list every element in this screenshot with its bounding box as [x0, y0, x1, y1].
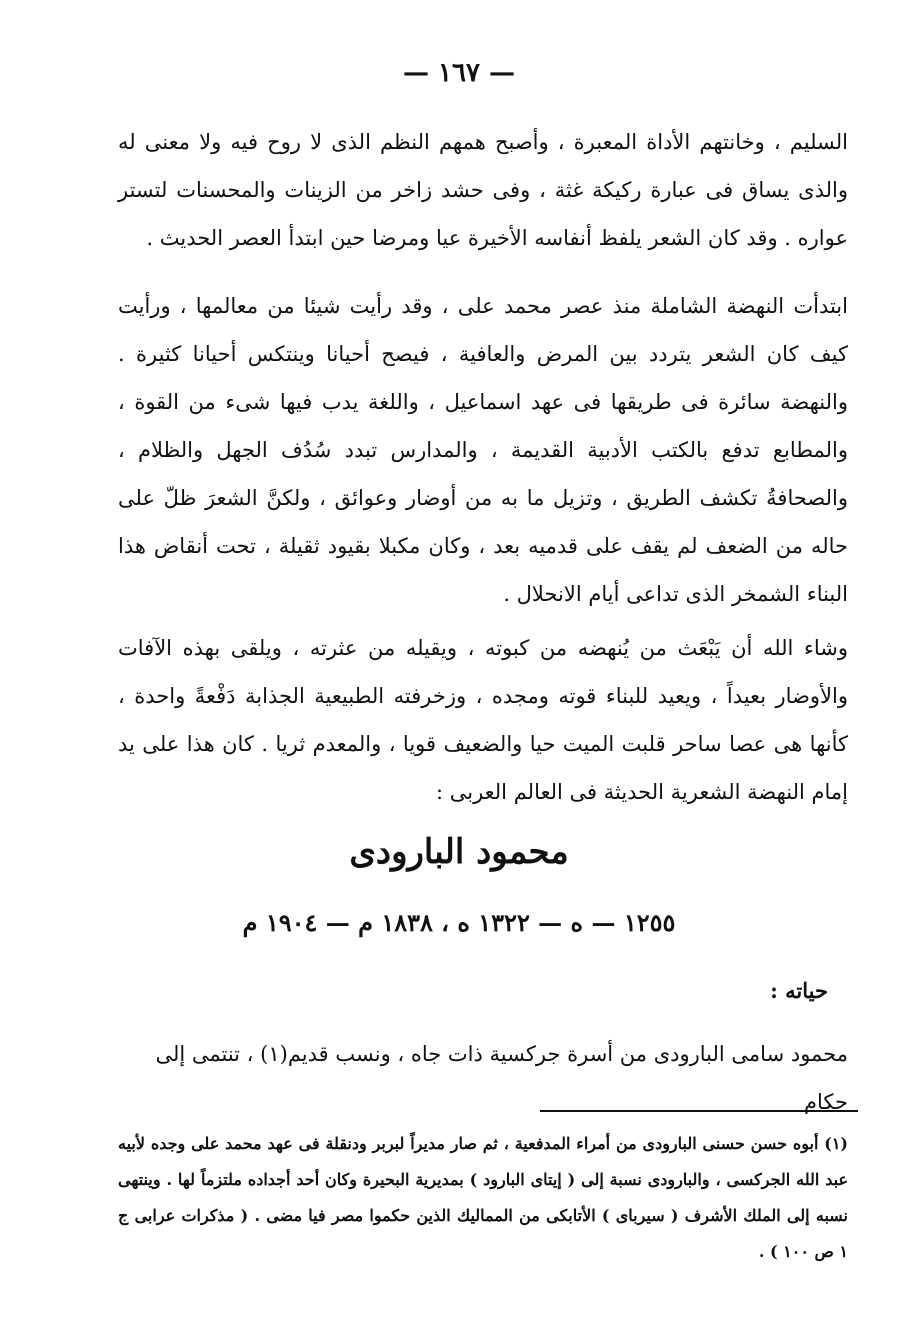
paragraph-3-text: وشاء الله أن يَبْعَث من يُنهضه من كبوته ، ويقيله من عثرته ، ويلقى بهذه الآفات والأوضار بعيداً ، ويعيد للبناء قوته ومجده ، وزخرفته الطبيعية الجذابة دَفْعةً واحدة ، كأنها هى عصا ساحر قلبت الميت حيا والضعيف قويا ، والمعدم ثريا . كان هذا على يد إمام النهضة الشعرية الحديثة فى العالم العربى :	[118, 636, 848, 804]
paragraph-2	[118, 282, 848, 618]
section-heading: محمود البارودى	[349, 832, 569, 872]
section-dates: ١٢٥٥ — ه — ١٣٢٢ ه ، ١٨٣٨ م — ١٩٠٤ م	[242, 908, 676, 937]
footnote-divider	[540, 1110, 858, 1112]
paragraph-1-text: السليم ، وخانتهم الأداة المعبرة ، وأصبح همهم النظم الذى لا روح فيه ولا معنى له والذى يساق فى عبارة ركيكة غثة ، وفى حشد زاخر من الزينات والمحسنات لتستر عواره . وقد كان الشعر يلفظ أنفاسه الأخيرة عيا ومرضا حين ابتدأ العصر الحديث .	[118, 130, 848, 250]
paragraph-1	[118, 118, 848, 262]
page-number: — ١٦٧ —	[402, 58, 516, 88]
paragraph-4: محمود سامى البارودى من أسرة جركسية ذات جاه ، ونسب قديم(١) ، تنتمى إلى حكام	[155, 1042, 848, 1114]
paragraph-3	[118, 624, 848, 816]
footnote-block	[118, 1126, 848, 1270]
section-label: حياته :	[770, 978, 828, 1003]
paragraph-2-text: ابتدأت النهضة الشاملة منذ عصر محمد على ، وقد رأيت شيئا من معالمها ، ورأيت كيف كان الشعر يتردد بين المرض والعافية ، فيصح أحيانا وينتكس أحيانا كثيرة . والنهضة سائرة فى طريقها فى عهد اسماعيل ، واللغة يدب فيها شىء من القوة ، والمطابع تدفع بالكتب الأدبية القديمة ، والمدارس تبدد سُدُف الجهل والظلام ، والصحافةُ تكشف الطريق ، وتزيل ما به من أوضار وعوائق ، ولكنَّ الشعرَ ظلّ على حاله من الضعف لم يقف على قدميه بعد ، وكان مكبلا بقيود ثقيلة ، تحت أنقاض هذا البناء الشمخر الذى تداعى أيام الانحلال .	[118, 294, 848, 606]
footnote-text: (١) أبوه حسن حسنى البارودى من أمراء المدفعية ، ثم صار مديراً لبربر ودنقلة فى عهد محمد على وجده لأبيه عبد الله الجركسى ، والبارودى نسبة إلى ( إيتاى البارود ) بمديرية البحيرة وكان أحد أجداده ملتزماً لها . وينتهى نسبه إلى الملك الأشرف ( سيرباى ) الأتابكى من المماليك الذين حكموا مصر فيا مضى . ( مذكرات عرابى ج ١ ص ١٠٠ ) .	[118, 1134, 848, 1261]
